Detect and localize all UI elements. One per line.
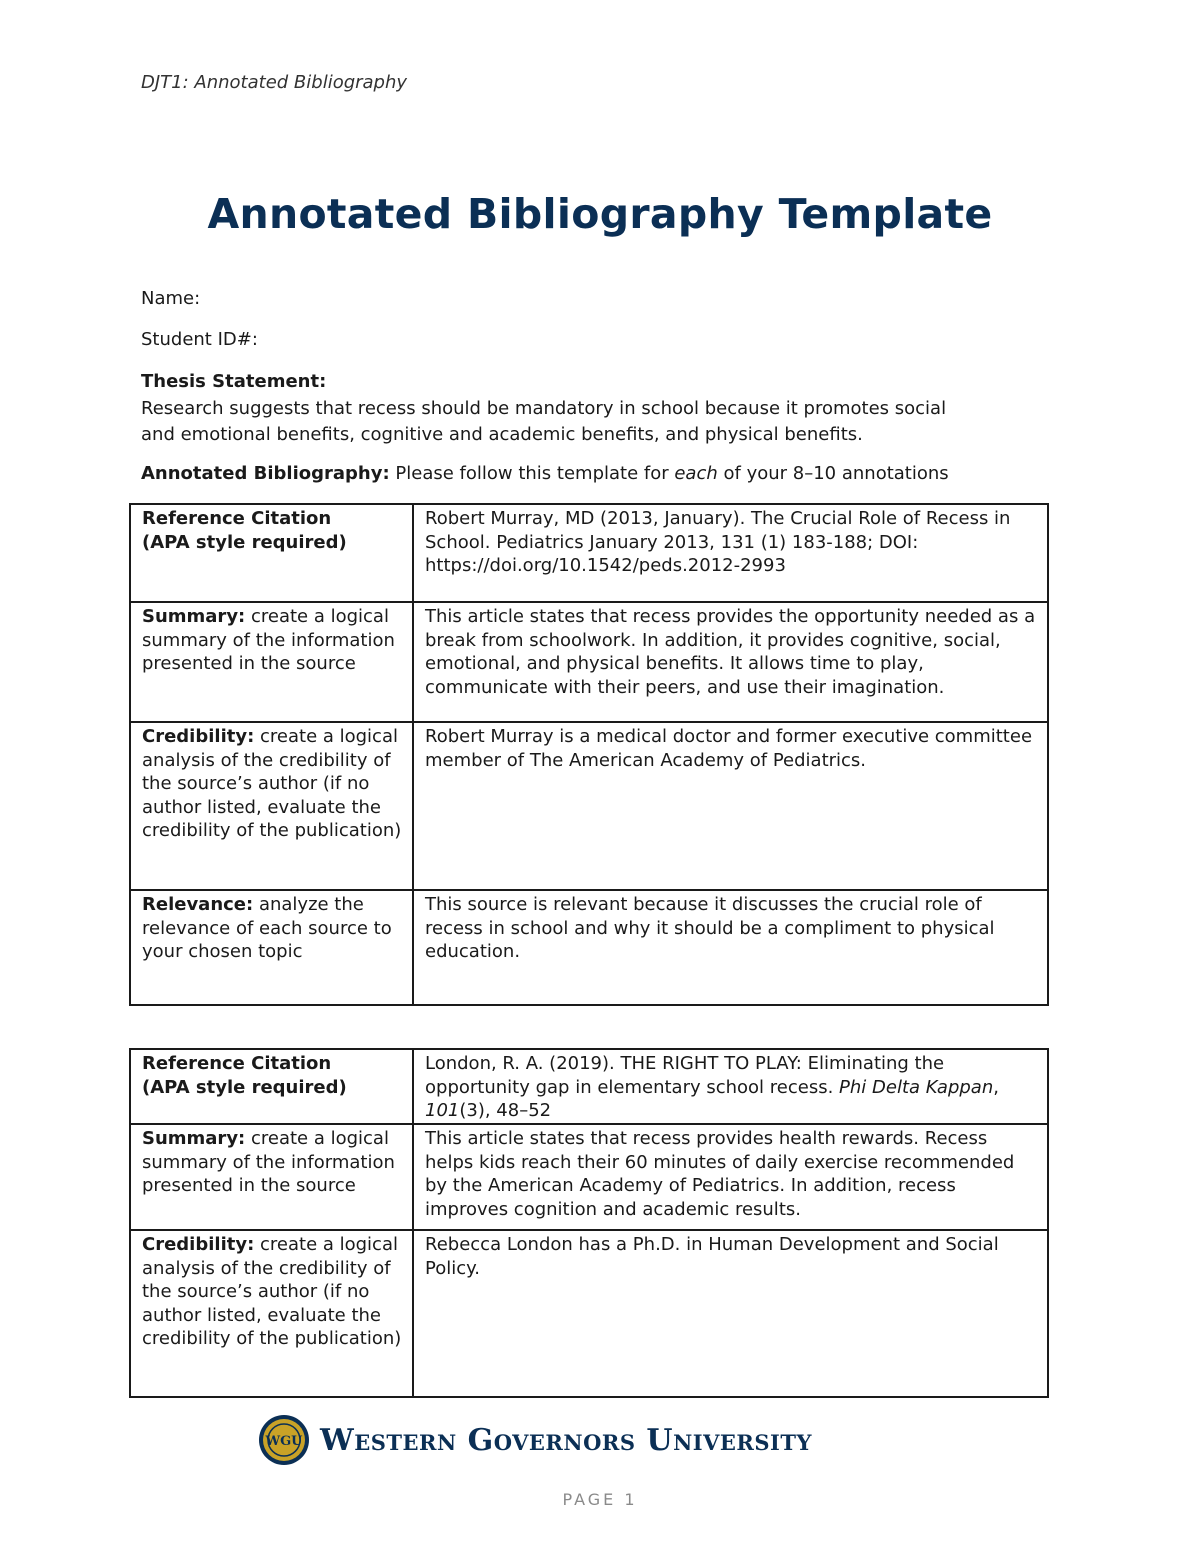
page-number: PAGE 1 bbox=[562, 1490, 638, 1509]
summary-description: create a logical summary of the information presented in the source bbox=[142, 606, 395, 675]
summary-description: create a logical summary of the information presented in the source bbox=[142, 1128, 395, 1197]
annotated-bibliography-label: Annotated Bibliography: bbox=[141, 463, 390, 484]
credibility-value: Rebecca London has a Ph.D. in Human Development and Social Policy. bbox=[413, 1230, 1048, 1397]
summary-value: This article states that recess provides the opportunity needed as a break from schoolwork. In addition, it provides cognitive, social, emotional, and physical benefits. It allows time to play, communicate with their peers, and use their imagination. bbox=[413, 602, 1048, 722]
table-row bbox=[130, 504, 1048, 602]
credibility-description: create a logical analysis of the credibility of the source’s author (if no author listed, evaluate the credibility of the publication) bbox=[142, 726, 402, 842]
thesis-label: Thesis Statement: bbox=[141, 371, 327, 392]
citation-issue-pages: (3), 48–52 bbox=[459, 1100, 552, 1122]
university-logo bbox=[258, 1412, 812, 1468]
citation-journal: Phi Delta Kappan bbox=[839, 1076, 994, 1098]
summary-value: This article states that recess provides health rewards. Recess helps kids reach their 60 minutes of daily exercise recommended by the American Academy of Pediatrics. In addition, recess improves cognition and academic results. bbox=[413, 1124, 1048, 1230]
intro-text-after: of your 8–10 annotations bbox=[717, 463, 949, 484]
running-header: DJT1: Annotated Bibliography bbox=[141, 72, 408, 93]
summary-label: Summary: bbox=[142, 1128, 246, 1149]
thesis-text bbox=[141, 396, 1061, 448]
apa-style-label: (APA style required) bbox=[142, 531, 347, 553]
table-row bbox=[130, 1230, 1048, 1397]
intro-text-before: Please follow this template for bbox=[389, 463, 675, 484]
table-row bbox=[130, 890, 1048, 1005]
relevance-value: This source is relevant because it discusses the crucial role of recess in school and why it should be a compliment to physical education. bbox=[413, 890, 1048, 1005]
university-seal-icon bbox=[258, 1414, 310, 1466]
annotation-table-1 bbox=[129, 503, 1049, 1006]
citation-main: London, R. A. (2019). THE RIGHT TO PLAY: Eliminating the opportunity gap in elementary school recess. bbox=[425, 1053, 945, 1098]
annotation-table-2 bbox=[129, 1048, 1049, 1398]
credibility-value: Robert Murray is a medical doctor and former executive committee member of The American Academy of Pediatrics. bbox=[413, 722, 1048, 890]
relevance-label: Relevance: bbox=[142, 894, 254, 915]
thesis-text-line-1: Research suggests that recess should be mandatory in school because it promotes social bbox=[141, 398, 947, 419]
reference-citation-value bbox=[413, 1049, 1048, 1124]
name-field-label: Name: bbox=[141, 288, 201, 309]
reference-citation-label: Reference Citation bbox=[142, 508, 332, 529]
relevance-label-cell bbox=[130, 890, 413, 1005]
summary-label-cell bbox=[130, 602, 413, 722]
relevance-description: analyze the relevance of each source to your chosen topic bbox=[142, 894, 392, 963]
university-name: Western Governors University bbox=[320, 1422, 812, 1458]
thesis-text-line-2: and emotional benefits, cognitive and academic benefits, and physical benefits. bbox=[141, 424, 863, 445]
student-id-field-label: Student ID#: bbox=[141, 329, 258, 350]
reference-citation-value: Robert Murray, MD (2013, January). The Crucial Role of Recess in School. Pediatrics January 2013, 131 (1) 183-188; DOI: https://doi.org/10.1542/peds.2012-2993 bbox=[413, 504, 1048, 602]
summary-label: Summary: bbox=[142, 606, 246, 627]
intro-text-emphasis: each bbox=[674, 463, 718, 484]
credibility-label-cell bbox=[130, 1230, 413, 1397]
table-row bbox=[130, 1049, 1048, 1124]
table-row bbox=[130, 602, 1048, 722]
citation-volume: 101 bbox=[425, 1100, 460, 1122]
citation-comma: , bbox=[993, 1076, 999, 1098]
apa-style-label: (APA style required) bbox=[142, 1076, 347, 1098]
credibility-label: Credibility: bbox=[142, 1234, 255, 1255]
table-row bbox=[130, 722, 1048, 890]
seal-text: WGU bbox=[265, 1434, 303, 1449]
summary-label-cell bbox=[130, 1124, 413, 1230]
credibility-label-cell bbox=[130, 722, 413, 890]
reference-citation-label-cell bbox=[130, 1049, 413, 1124]
page-title: Annotated Bibliography Template bbox=[207, 190, 993, 238]
reference-citation-label: Reference Citation bbox=[142, 1053, 332, 1074]
reference-citation-label-cell bbox=[130, 504, 413, 602]
credibility-description: create a logical analysis of the credibility of the source’s author (if no author listed, evaluate the credibility of the publication) bbox=[142, 1234, 402, 1350]
table-row bbox=[130, 1124, 1048, 1230]
annotated-bibliography-intro bbox=[141, 463, 949, 484]
credibility-label: Credibility: bbox=[142, 726, 255, 747]
